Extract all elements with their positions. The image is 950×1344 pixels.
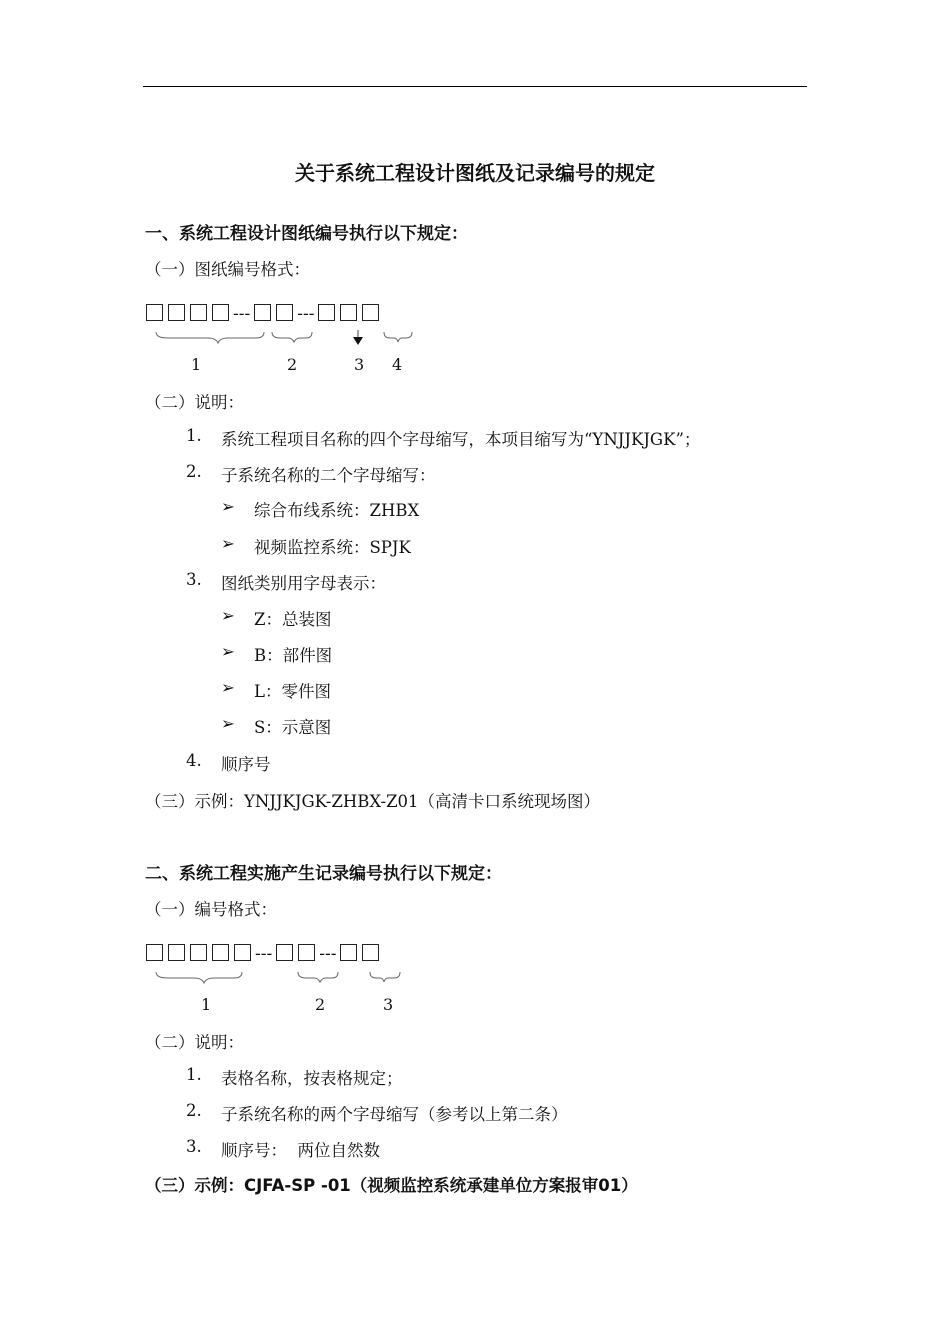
arrowhead-bullet-icon: ➢ (221, 642, 235, 661)
section2-example: （三）示例：CJFA-SP -01（视频监控系统承建单位方案报审01） (145, 1176, 638, 1195)
item-text: 子系统名称的两个字母缩写（参考以上第二条） (221, 1105, 568, 1124)
brace-3 (370, 972, 400, 982)
arrowhead-bullet-icon: ➢ (221, 606, 235, 625)
record-number-format (146, 944, 384, 964)
code-box (212, 304, 229, 321)
arrowhead-bullet-icon: ➢ (221, 534, 235, 553)
section1-heading: 一、系统工程设计图纸编号执行以下规定： (145, 224, 468, 244)
brace-1 (156, 332, 264, 343)
format-braces-1 (146, 328, 416, 350)
brace-4 (384, 332, 412, 342)
sub-item-text: 视频监控系统：SPJK (254, 538, 411, 557)
code-box (362, 304, 379, 321)
item-number: 1. (186, 1065, 202, 1084)
section1-format-label: （一）图纸编号格式： (145, 260, 310, 279)
item-text: 表格名称，按表格规定； (221, 1069, 403, 1088)
section2-explain-label: （二）说明： (145, 1033, 244, 1052)
format-label-1: 1 (191, 355, 202, 374)
separator: --- (233, 304, 251, 324)
code-box (190, 304, 207, 321)
code-box (340, 304, 357, 321)
header-rule (143, 86, 807, 87)
section2-format-label: （一）编号格式： (145, 900, 277, 919)
code-box (298, 944, 315, 961)
item-text: 顺序号 (221, 755, 271, 774)
format-braces-2 (146, 968, 416, 990)
code-box (276, 944, 293, 961)
section1-example: （三）示例：YNJJKJGK-ZHBX-Z01（高清卡口系统现场图） (145, 792, 601, 811)
section2-heading: 二、系统工程实施产生记录编号执行以下规定： (145, 864, 502, 884)
item-number: 3. (186, 1137, 202, 1156)
code-box (168, 304, 185, 321)
format-label-3: 3 (354, 355, 365, 374)
format-label-2: 2 (287, 355, 298, 374)
code-box (362, 944, 379, 961)
section1-explain-label: （二）说明： (145, 393, 244, 412)
format-label-4: 4 (392, 355, 403, 374)
format-label-3: 3 (383, 995, 394, 1014)
format-label-2: 2 (315, 995, 326, 1014)
brace-1 (156, 972, 242, 983)
sub-item-text: 综合布线系统：ZHBX (254, 501, 420, 520)
item-text: 图纸类别用字母表示： (221, 574, 386, 593)
arrowhead-bullet-icon: ➢ (221, 497, 235, 516)
item-number: 2. (186, 462, 202, 481)
code-box (190, 944, 207, 961)
brace-2 (298, 972, 338, 982)
sub-item-text: S：示意图 (254, 718, 332, 737)
separator: --- (319, 944, 337, 964)
page-title: 关于系统工程设计图纸及记录编号的规定 (295, 161, 655, 185)
separator: --- (255, 944, 273, 964)
arrowhead-bullet-icon: ➢ (221, 678, 235, 697)
item-text: 子系统名称的二个字母缩写： (221, 466, 436, 485)
sub-item-text: B：部件图 (254, 646, 333, 665)
item-number: 4. (186, 751, 202, 770)
code-box (234, 944, 251, 961)
item-number: 2. (186, 1101, 202, 1120)
item-text: 顺序号： 两位自然数 (221, 1141, 380, 1160)
item-number: 1. (186, 426, 202, 445)
sub-item-text: Z：总装图 (254, 610, 332, 629)
separator: --- (297, 304, 315, 324)
code-box (168, 944, 185, 961)
code-box (340, 944, 357, 961)
code-box (318, 304, 335, 321)
item-text: 系统工程项目名称的四个字母缩写，本项目缩写为“YNJJKJGK”； (221, 430, 701, 449)
code-box (276, 304, 293, 321)
sub-item-text: L：零件图 (254, 682, 331, 701)
arrowhead-bullet-icon: ➢ (221, 714, 235, 733)
format-label-1: 1 (201, 995, 212, 1014)
item-number: 3. (186, 570, 202, 589)
down-triangle-icon (353, 337, 363, 345)
code-box (254, 304, 271, 321)
code-box (212, 944, 229, 961)
brace-2 (272, 332, 312, 342)
code-box (146, 944, 163, 961)
code-box (146, 304, 163, 321)
drawing-number-format (146, 304, 384, 324)
